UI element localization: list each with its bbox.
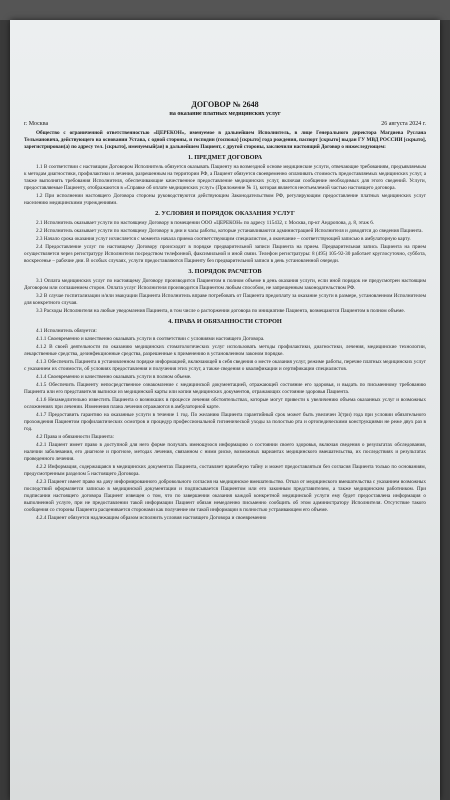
paragraph: 4.1.4 Своевременно и качественно оказывать услуги в полном объеме. (36, 374, 192, 380)
paragraph: 3.3 Расходы Исполнителя на любые уведомления Пациента, в том числе о расторжении договора по инициативе Пациента, возмещаются Пациентом в полном объеме. (36, 308, 405, 314)
paragraph: 1.1 В соответствии с настоящим Договором Исполнитель обязуется оказывать Пациенту на возмездной основе медицинские услуги, отвечающие требованиям, предъявляемым к методам диагностики, профилактики и лечения, разрешенным на территории РФ, а Пациент обязуется своевременно оплачивать стоимость предоставляемых медицинских услуг, а также выполнять требования Исполнителя, обеспечивающие качественное предоставление медицинских услуг, включая сообщение необходимых для этого сведений. Услуги, предоставляемые Пациенту, отображаются в «Справке об оплате медицинских услуг» (Приложение № 1), которая является неотъемлемой частью настоящего договора. (24, 164, 426, 191)
paragraph: 3.2 В случае госпитализации и/или эвакуации Пациента Исполнитель вправе потребовать от Пациента предоплату за оказание услуги в размере, установленном Исполнителем для конкретного случая. (24, 293, 426, 306)
paragraph: 4.1.7 Предоставить гарантию на оказанные услуги в течение 1 год. По желанию Пациента гарантийный срок может быть увеличен 3(три) года при условии обязательного прохождения Пациентом профилактических осмотров и процедур профессиональной гигиенической уходы за полостью рта и ортопедическими конструкциями не реже двух раз в год. (24, 412, 426, 432)
paragraph: 3.1 Оплата медицинских услуг по настоящему Договору производится Пациентом в полном объеме в день оказания услуги, если иной порядок не предусмотрен настоящим Договором или соглашением сторон. Оплата услуг Исполнителя производится Пациентом любым способом, не запрещенным законодательством РФ. (24, 278, 426, 291)
paragraph: 4.1.1 Своевременно и качественно оказывать услуги в соответствии с условиями настоящего Договора. (36, 336, 265, 342)
contract-title: ДОГОВОР № 2648 (191, 100, 259, 109)
section-heading-1: 1. ПРЕДМЕТ ДОГОВОРА (187, 154, 263, 161)
paragraph: 4.1.3 Обеспечить Пациента в установленном порядке информацией, включающей в себя сведения о месте оказания услуг, режиме работы, перечне платных медицинских услуг с указанием их стоимости, об условиях предоставления и получения этих услуг, а также сведения о квалификации и сертификации специалистов. (24, 359, 426, 372)
contract-content (24, 100, 426, 523)
section-heading-3: 3. ПОРЯДОК РАСЧЕТОВ (188, 268, 262, 275)
paragraph: 4.1.5 Обеспечить Пациенту непосредственное ознакомление с медицинской документацией, отражающей состояние его здоровья, и выдать по письменному требованию Пациента или его представителя выписки из медицинской карты или копии медицинских документов, отражающих состояние здоровья Пациента. (24, 382, 426, 395)
paragraph: 2.2 Исполнитель оказывает услуги по настоящему Договору в дни и часы работы, которые устанавливаются администрацией Исполнителя и доводятся до сведения Пациента. (36, 228, 423, 234)
paragraph: 2.1 Исполнитель оказывает услуги по настоящему Договору в помещении ООО «ЦЕРЕКОН» по адресу 115432, г. Москва, пр-кт Андропова, д. 8, этаж 6. (36, 220, 375, 226)
paragraph: 1.2 При исполнении настоящего Договора стороны руководствуются действующим Законодательством РФ, регулирующим предоставление платных медицинских услуг населению медицинскими учреждениями. (24, 193, 426, 206)
paragraph: 4.1.2 В своей деятельности по оказанию медицинских стоматологических услуг использовать методы профилактики, диагностики, лечения, медицинские технологии, лекарственные средства, дезинфекционные средства, разрешенные к применению в установленном законом порядке. (24, 344, 426, 357)
contract-date: 26 августа 2024 г. (381, 121, 426, 127)
paragraph: 4.2.2 Информация, содержащаяся в медицинских документах Пациента, составляет врачебную тайну и может предоставляться без согласия Пациента только по основаниям, предусмотренным разделом 5 настоящего Договора. (24, 464, 426, 477)
city-date-row (24, 121, 426, 128)
contract-page (10, 20, 440, 800)
paragraph: 4.2.3 Пациент имеет право на дачу информированного добровольного согласия на медицинское вмешательство. Отказ от медицинского вмешательства с указанием возможных последствий оформляется записью в медицинской документации и подписывается Пациентом или его законным представителем, а также медицинским работником. При подписании настоящего договора Пациент извещен о том, что по завершении оказания каждой конкретной медицинской услуги ему будет предоставлена информация о выполненной услуге, при не предоставлении такой информации Пациент обязан немедленно письменно сообщить об этом администратору Исполнителя. Отсутствие такого сообщения со стороны Пациента расценивается сторонами как получение им такой информации в полностью устраивающем его объеме. (24, 479, 426, 513)
section-heading-2: 2. УСЛОВИЯ И ПОРЯДОК ОКАЗАНИЯ УСЛУГ (155, 210, 295, 217)
paragraph: 4.2.1 Пациент имеет право в доступной для него форме получать имеющуюся информацию о состоянии своего здоровья, включая сведения о результатах обследования, наличии заболевания, его диагнозе и прогнозе, методах лечения, связанном с ними риске, возможных вариантах медицинского вмешательства, их последствиях и результатах проведенного лечения. (24, 442, 426, 462)
paragraph: 4.1 Исполнитель обязуется: (36, 328, 97, 334)
paragraph: 4.2.4 Пациент обязуется надлежащим образом исполнить условия настоящего Договора и своевременно (36, 515, 267, 521)
paragraph: 4.1.6 Незамедлительно известить Пациента о возникших в процессе лечения обстоятельствах, которые могут привести к увеличению объема оказанных услуг и возможных осложнениях при лечении. Изменения плана лечения отражаются в амбулаторной карте. (24, 397, 426, 410)
contract-subtitle: на оказание платных медицинских услуг (169, 111, 281, 117)
section-heading-4: 4. ПРАВА И ОБЯЗАННОСТИ СТОРОН (168, 318, 282, 325)
contract-city: г. Москва (24, 121, 49, 127)
intro-paragraph: Общество с ограниченной ответственностью «ЦЕРЕКОН», именуемое в дальнейшем Исполнитель, в лице Генерального директора Магдиева Руслана Тельмановича, действующего на основании Устава, с одной стороны, и господин (госпожа) [скрыто] года рождения, паспорт [скрыто] выдан ГУ МВД РОССИИ [скрыто], зарегистрирован(а) по адресу тел. [скрыто], именуемый(ая) в дальнейшем Пациент, с другой стороны, заключили настоящий Договор о нижеследующем: (24, 130, 426, 150)
paragraph: 2.3 Начало срока оказания услуг исчисляется с момента начала приема соответствующим специалистом, а окончание – соответствующей записью в амбулаторную карту. (36, 236, 411, 242)
paragraph: 4.2 Права и обязанности Пациента: (36, 434, 114, 440)
background-strip (0, 0, 450, 20)
paragraph: 2.4 Предоставление услуг по настоящему Договору происходит в порядке предварительной записи Пациента на прием. Предварительная запись Пациента на прием осуществляется через регистратуру Исполнителя посредством телефонной, факсимильной и иной связи. Телефон регистратуры: 8 (495) 105-92-30 работает круглосуточно, суббота, воскресенье – рабочие дни. В особых случаях, услуги предоставляются Пациенту без предварительной записи в день установленной очереди. (24, 244, 426, 264)
